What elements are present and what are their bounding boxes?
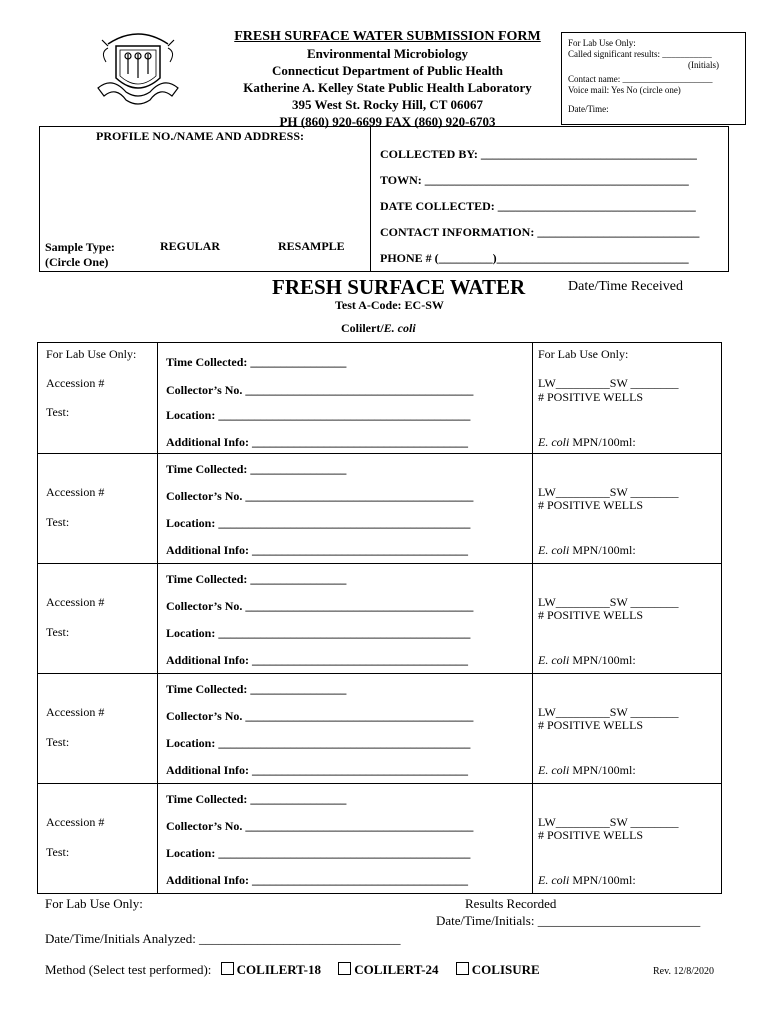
collector-no-field[interactable]: Collector’s No. ______________________________________ [166, 819, 474, 833]
analyzed-initials-field[interactable]: Date/Time/Initials Analyzed: _______________________________ [45, 931, 401, 946]
time-collected-field[interactable]: Time Collected: ________________ [166, 792, 347, 806]
town-field[interactable]: TOWN: ____________________________________________ [380, 173, 689, 187]
accession-label[interactable]: Accession # [46, 705, 105, 719]
revision-label: Rev. 12/8/2020 [653, 966, 715, 977]
test-label[interactable]: Test: [46, 625, 70, 639]
regular-option[interactable]: REGULAR [160, 239, 221, 253]
positive-wells-label: # POSITIVE WELLS [538, 498, 644, 512]
connecticut-seal-logo [92, 22, 184, 114]
lab-use-label-right: For Lab Use Only: [538, 347, 629, 361]
colisure-option[interactable]: COLISURE [456, 962, 540, 977]
sample-row [38, 453, 721, 564]
ecoli-mpn-field[interactable]: E. coli MPN/100ml: [538, 873, 636, 887]
phone-field[interactable]: PHONE # (_________)________________________________ [380, 251, 689, 265]
method-ecoli: E. coli [383, 321, 416, 335]
profile-box [39, 126, 729, 272]
checkbox-icon[interactable] [338, 962, 351, 975]
accession-label[interactable]: Accession # [46, 376, 105, 390]
date-time-received-label: Date/Time Received [568, 279, 683, 294]
additional-info-field[interactable]: Additional Info: ____________________________________ [166, 873, 469, 887]
ecoli-mpn-field[interactable]: E. coli MPN/100ml: [538, 763, 636, 777]
additional-info-field[interactable]: Additional Info: ____________________________________ [166, 763, 469, 777]
collector-no-field[interactable]: Collector’s No. ______________________________________ [166, 599, 474, 613]
lw-sw-field[interactable]: LW_________SW ________ [538, 595, 679, 609]
positive-wells-label: # POSITIVE WELLS [538, 718, 644, 732]
profile-divider [370, 127, 371, 271]
accession-label[interactable]: Accession # [46, 595, 105, 609]
test-label[interactable]: Test: [46, 405, 70, 419]
positive-wells-label: # POSITIVE WELLS [538, 390, 644, 404]
contact-name-field[interactable]: Contact name: ____________________ [568, 74, 713, 84]
date-collected-field[interactable]: DATE COLLECTED: _________________________________ [380, 199, 696, 213]
initials-label: (Initials) [688, 60, 719, 70]
collected-by-field[interactable]: COLLECTED BY: ____________________________________ [380, 147, 697, 161]
lw-sw-field[interactable]: LW_________SW ________ [538, 815, 679, 829]
called-results-field[interactable]: Called significant results: ___________ [568, 49, 712, 59]
lab-date-time-field[interactable]: Date/Time: [568, 104, 609, 114]
additional-info-field[interactable]: Additional Info: ____________________________________ [166, 435, 469, 449]
section-title: FRESH SURFACE WATER [272, 275, 526, 299]
location-field[interactable]: Location: __________________________________________ [166, 846, 471, 860]
positive-wells-label: # POSITIVE WELLS [538, 608, 644, 622]
header-line-3: Katherine A. Kelley State Public Health Laboratory [243, 80, 532, 95]
collector-no-field[interactable]: Collector’s No. ______________________________________ [166, 489, 474, 503]
method-select-label: Method (Select test performed): [45, 962, 212, 977]
form-title: FRESH SURFACE WATER SUBMISSION FORM [234, 29, 541, 44]
lw-sw-field[interactable]: LW_________SW ________ [538, 376, 679, 390]
checkbox-icon[interactable] [456, 962, 469, 975]
test-label[interactable]: Test: [46, 515, 70, 529]
results-initials-field[interactable]: Date/Time/Initials: _________________________ [436, 913, 701, 928]
profile-label: PROFILE NO./NAME AND ADDRESS: [96, 129, 305, 143]
test-code-label: Test A-Code: EC-SW [335, 298, 444, 312]
footer-lab-use-label: For Lab Use Only: [45, 896, 143, 911]
location-field[interactable]: Location: __________________________________________ [166, 408, 471, 422]
accession-label[interactable]: Accession # [46, 485, 105, 499]
header-line-5: PH (860) 920-6699 FAX (860) 920-6703 [279, 114, 496, 129]
lab-use-label: For Lab Use Only: [46, 347, 137, 361]
additional-info-field[interactable]: Additional Info: ____________________________________ [166, 653, 469, 667]
resample-option[interactable]: RESAMPLE [278, 239, 345, 253]
method-label [341, 321, 416, 336]
form-header [215, 28, 560, 130]
collector-no-field[interactable]: Collector’s No. ______________________________________ [166, 709, 474, 723]
results-recorded-label: Results Recorded [465, 896, 557, 911]
time-collected-field[interactable]: Time Collected: ________________ [166, 682, 347, 696]
sample-row [38, 783, 721, 894]
lw-sw-field[interactable]: LW_________SW ________ [538, 485, 679, 499]
checkbox-icon[interactable] [221, 962, 234, 975]
header-line-4: 395 West St. Rocky Hill, CT 06067 [292, 97, 483, 112]
header-line-2: Connecticut Department of Public Health [271, 63, 504, 78]
header-line-1: Environmental Microbiology [307, 46, 468, 61]
time-collected-field[interactable]: Time Collected: ________________ [166, 355, 347, 369]
sample-row [38, 673, 721, 784]
lw-sw-field[interactable]: LW_________SW ________ [538, 705, 679, 719]
collector-no-field[interactable]: Collector’s No. ______________________________________ [166, 383, 474, 397]
time-collected-field[interactable]: Time Collected: ________________ [166, 572, 347, 586]
location-field[interactable]: Location: __________________________________________ [166, 516, 471, 530]
time-collected-field[interactable]: Time Collected: ________________ [166, 462, 347, 476]
method-select-row [45, 962, 540, 978]
lab-use-box [561, 32, 746, 125]
voice-mail-field[interactable]: Voice mail: Yes No (circle one) [568, 85, 681, 95]
ecoli-mpn-field[interactable]: E. coli MPN/100ml: [538, 653, 636, 667]
ecoli-mpn-field[interactable]: E. coli MPN/100ml: [538, 435, 636, 449]
samples-table [37, 342, 722, 894]
ecoli-mpn-field[interactable]: E. coli MPN/100ml: [538, 543, 636, 557]
accession-label[interactable]: Accession # [46, 815, 105, 829]
test-label[interactable]: Test: [46, 845, 70, 859]
contact-information-field[interactable]: CONTACT INFORMATION: ___________________________ [380, 225, 700, 239]
colilert-24-option[interactable]: COLILERT-24 [338, 962, 438, 977]
location-field[interactable]: Location: __________________________________________ [166, 626, 471, 640]
circle-one-label: (Circle One) [45, 255, 109, 269]
location-field[interactable]: Location: __________________________________________ [166, 736, 471, 750]
lab-box-heading: For Lab Use Only: [568, 38, 636, 48]
test-label[interactable]: Test: [46, 735, 70, 749]
method-colilert: Colilert/ [341, 321, 384, 335]
positive-wells-label: # POSITIVE WELLS [538, 828, 644, 842]
sample-type-label: Sample Type: [45, 240, 115, 254]
sample-row [38, 563, 721, 674]
sample-row [38, 343, 721, 453]
additional-info-field[interactable]: Additional Info: ____________________________________ [166, 543, 469, 557]
colilert-18-option[interactable]: COLILERT-18 [221, 962, 321, 977]
